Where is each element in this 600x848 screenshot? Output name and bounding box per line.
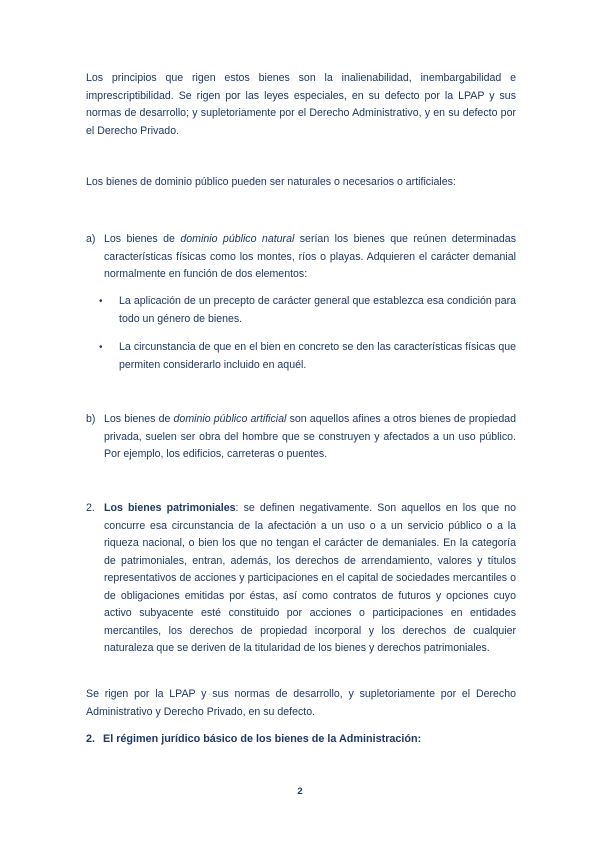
bullet-icon: • (99, 296, 103, 307)
list-item-a (104, 231, 516, 284)
list-item-a-emphasis: dominio público natural (180, 233, 295, 245)
list-item-b (104, 411, 516, 464)
list-label-2: 2. (86, 502, 95, 514)
paragraph-dominio-publico: Los bienes de dominio público pueden ser naturales o necesarios o artificiales: (86, 176, 456, 188)
list-label-b: b) (86, 413, 96, 425)
bullet-item-2: La circunstancia de que en el bien en concreto se den las características físicas que permiten considerarlo incluido en aquél. (119, 341, 516, 371)
list-item-b-emphasis: dominio público artificial (173, 413, 287, 425)
paragraph-principios: Los principios que rigen estos bienes son la inalienabilidad, inembargabilidad e imprescriptibilidad. Se rigen por las leyes especiales, en su defecto por la LPAP y sus normas de desarrollo; y supletoriamente por el Derecho Administrativo, y en su defecto por el Derecho Privado. (86, 72, 516, 137)
section-heading (86, 731, 516, 749)
section-heading-text: El régimen jurídico básico de los bienes de la Administración: (103, 733, 422, 745)
list-item-a-post: serían los bienes que reúnen determinadas características físicas como los montes, ríos o playas. Adquieren el carácter demanial normalmente en función de dos elementos: (104, 233, 516, 280)
paragraph-se-rigen: Se rigen por la LPAP y sus normas de desarrollo, y supletoriamente por el Derecho Administrativo y Derecho Privado, en su defecto. (86, 688, 516, 718)
list-item-2-strong: Los bienes patrimoniales (104, 502, 236, 514)
section-heading-number: 2. (86, 733, 96, 745)
list-label-a: a) (86, 233, 96, 245)
bullet-icon: • (99, 342, 103, 353)
list-item-a-pre: Los bienes de (104, 233, 181, 245)
list-item-bienes-patrimoniales (104, 500, 516, 658)
page-number: 2 (297, 786, 303, 797)
list-item-b-pre: Los bienes de (104, 413, 174, 425)
bullet-item-1: La aplicación de un precepto de carácter general que establezca esa condición para todo un género de bienes. (119, 295, 516, 325)
list-item-b-post: son aquellos afines a otros bienes de propiedad privada, suelen ser obra del hombre que se construyen y afectados a un uso público. Por ejemplo, los edificios, carreteras o puentes. (104, 413, 516, 460)
list-item-2-post: : se definen negativamente. Son aquellos en los que no concurre esa circunstancia de la afectación a un uso o a un servicio público o a la riqueza nacional, o bien los que no tengan el carácter de demaniales. En la categoría de patrimoniales, entran, además, los derechos de arrendamiento, valores y títulos representativos de acciones y participaciones en el capital de sociedades mercantiles o de obligaciones emitidas por éstas, así como contratos de futuros y opciones cuyo activo subyacente esté constituido por acciones o participaciones en entidades mercantiles, los derechos de propiedad incorporal y los derechos de cualquier naturaleza que se deriven de la titularidad de los bienes y derechos patrimoniales. (104, 502, 516, 654)
